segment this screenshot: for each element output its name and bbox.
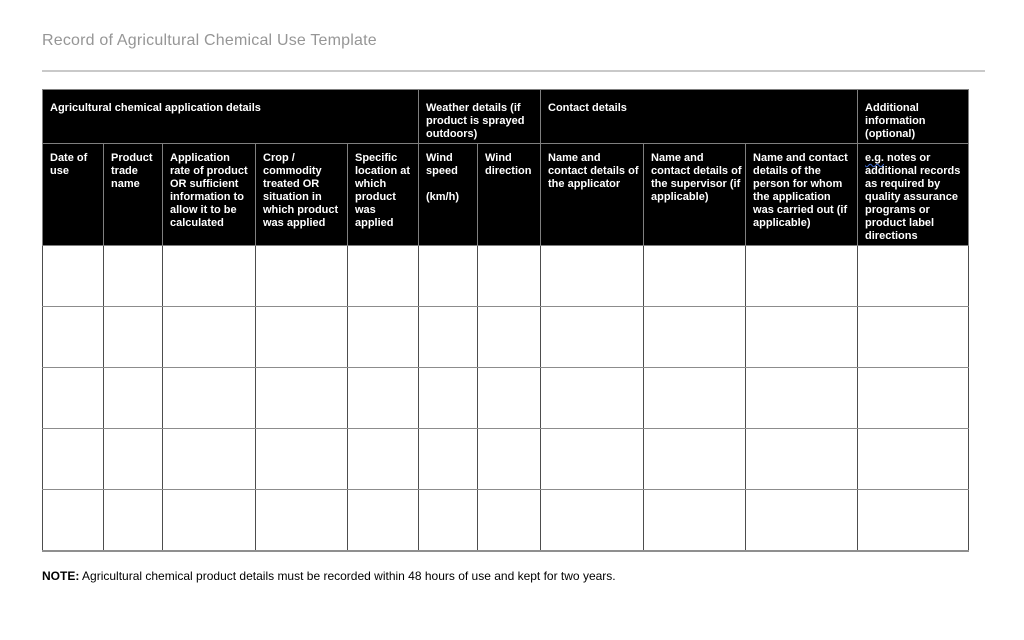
body-cell[interactable] <box>858 246 969 307</box>
body-cell[interactable] <box>348 429 419 490</box>
body-cell[interactable] <box>541 368 644 429</box>
col-header-product-trade-name: Product trade name <box>104 144 163 246</box>
col-header-wind-direction: Wind direction <box>478 144 541 246</box>
body-cell[interactable] <box>478 490 541 551</box>
body-cell[interactable] <box>256 307 348 368</box>
group-header-weather-details: Weather details (if product is sprayed outdoors) <box>419 90 541 144</box>
body-cell[interactable] <box>541 307 644 368</box>
wind-speed-unit: (km/h) <box>426 191 459 203</box>
body-cell[interactable] <box>478 307 541 368</box>
table-row <box>43 368 969 429</box>
body-cell[interactable] <box>163 307 256 368</box>
body-cell[interactable] <box>43 307 104 368</box>
note-label: NOTE: <box>42 568 80 583</box>
body-cell[interactable] <box>478 246 541 307</box>
body-cell[interactable] <box>746 368 858 429</box>
col-header-crop-commodity: Crop / commodity treated OR situation in which product was applied <box>256 144 348 246</box>
body-cell[interactable] <box>104 307 163 368</box>
body-cell[interactable] <box>644 246 746 307</box>
body-cell[interactable] <box>478 429 541 490</box>
body-cell[interactable] <box>256 246 348 307</box>
body-cell[interactable] <box>348 307 419 368</box>
body-cell[interactable] <box>104 246 163 307</box>
body-cell[interactable] <box>541 490 644 551</box>
body-cell[interactable] <box>43 246 104 307</box>
col-header-additional-info-examples <box>858 144 969 246</box>
body-cell[interactable] <box>746 429 858 490</box>
body-cell[interactable] <box>104 429 163 490</box>
body-cell[interactable] <box>858 429 969 490</box>
col-header-supervisor-contact: Name and contact details of the supervisor (if applicable) <box>644 144 746 246</box>
group-header-application-details: Agricultural chemical application details <box>43 90 419 144</box>
body-cell[interactable] <box>163 246 256 307</box>
body-cell[interactable] <box>644 429 746 490</box>
group-header-additional-information: Additional information (optional) <box>858 90 969 144</box>
eg-abbreviation: e.g. <box>865 152 884 164</box>
body-cell[interactable] <box>858 490 969 551</box>
body-cell[interactable] <box>419 490 478 551</box>
body-cell[interactable] <box>256 429 348 490</box>
body-cell[interactable] <box>43 490 104 551</box>
body-cell[interactable] <box>256 490 348 551</box>
note-text: Agricultural chemical product details must be recorded within 48 hours of use and kept for two years. <box>79 568 616 583</box>
body-cell[interactable] <box>163 368 256 429</box>
body-cell[interactable] <box>541 429 644 490</box>
body-cell[interactable] <box>478 368 541 429</box>
footer-note <box>42 569 985 584</box>
body-cell[interactable] <box>43 368 104 429</box>
body-cell[interactable] <box>746 307 858 368</box>
page-title: Record of Agricultural Chemical Use Template <box>42 32 377 49</box>
col-header-date-of-use: Date of use <box>43 144 104 246</box>
body-cell[interactable] <box>348 246 419 307</box>
body-cell[interactable] <box>104 368 163 429</box>
body-cell[interactable] <box>419 307 478 368</box>
body-cell[interactable] <box>858 307 969 368</box>
body-cell[interactable] <box>104 490 163 551</box>
additional-info-text: notes or additional records as required by quality assurance programs or product label directions <box>865 152 961 242</box>
body-cell[interactable] <box>746 246 858 307</box>
body-cell[interactable] <box>163 490 256 551</box>
group-header-contact-details: Contact details <box>541 90 858 144</box>
body-cell[interactable] <box>163 429 256 490</box>
body-cell[interactable] <box>644 307 746 368</box>
col-header-specific-location: Specific location at which product was applied <box>348 144 419 246</box>
body-cell[interactable] <box>419 368 478 429</box>
body-cell[interactable] <box>256 368 348 429</box>
record-table-body <box>43 246 969 551</box>
body-cell[interactable] <box>348 490 419 551</box>
body-cell[interactable] <box>858 368 969 429</box>
table-row <box>43 246 969 307</box>
col-header-client-contact: Name and contact details of the person for whom the application was carried out (if applicable) <box>746 144 858 246</box>
title-divider <box>42 70 985 72</box>
col-header-application-rate: Application rate of product OR sufficient information to allow it to be calculated <box>163 144 256 246</box>
body-cell[interactable] <box>644 368 746 429</box>
wind-speed-label: Wind speed <box>426 152 458 177</box>
body-cell[interactable] <box>43 429 104 490</box>
body-cell[interactable] <box>746 490 858 551</box>
body-cell[interactable] <box>419 246 478 307</box>
group-header-row <box>43 90 969 144</box>
body-cell[interactable] <box>419 429 478 490</box>
record-table <box>42 89 969 552</box>
col-header-wind-speed <box>419 144 478 246</box>
column-header-row <box>43 144 969 246</box>
table-row <box>43 429 969 490</box>
body-cell[interactable] <box>541 246 644 307</box>
body-cell[interactable] <box>644 490 746 551</box>
table-row <box>43 307 969 368</box>
table-row <box>43 490 969 551</box>
col-header-applicator-contact: Name and contact details of the applicator <box>541 144 644 246</box>
body-cell[interactable] <box>348 368 419 429</box>
